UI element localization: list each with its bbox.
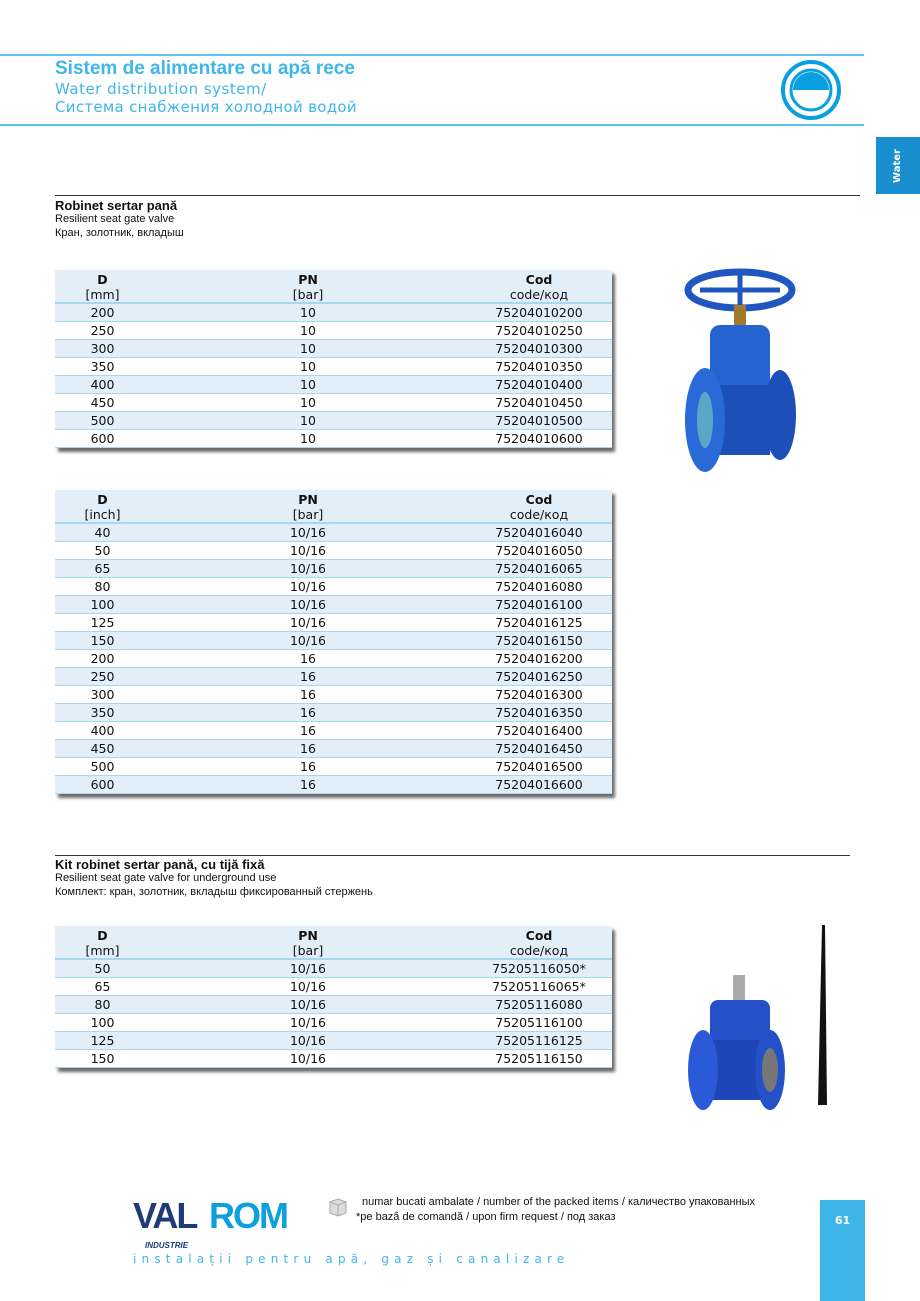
table-cell: 450 <box>55 740 150 758</box>
table-cell: 600 <box>55 776 150 794</box>
table-cell: 250 <box>55 322 150 340</box>
valrom-logo <box>133 1196 303 1250</box>
table-cell: 50 <box>55 542 150 560</box>
table-cell: 10/16 <box>150 596 466 614</box>
column-title: PN <box>298 492 318 507</box>
column-title: PN <box>298 928 318 943</box>
table-cell: 75204010350 <box>466 358 612 376</box>
table-cell: 75204016250 <box>466 668 612 686</box>
table-cell: 75204016125 <box>466 614 612 632</box>
page-title: Sistem de alimentare cu apă rece <box>55 58 355 79</box>
table-row <box>55 430 612 448</box>
table-row <box>55 959 612 978</box>
table-cell: 75205116080 <box>466 996 612 1014</box>
table-cell: 75205116150 <box>466 1050 612 1068</box>
gate-valve-kit-image <box>685 920 835 1115</box>
product-table-mm <box>55 270 612 448</box>
box-icon <box>326 1194 350 1218</box>
side-tab-label: Water <box>892 148 903 183</box>
table-cell: 150 <box>55 1050 150 1068</box>
column-header <box>466 270 612 303</box>
table-row <box>55 1050 612 1068</box>
column-header <box>466 490 612 523</box>
table-cell: 10 <box>150 340 466 358</box>
table-cell: 10 <box>150 394 466 412</box>
side-tab-water[interactable] <box>876 137 920 194</box>
table-cell: 10/16 <box>150 978 466 996</box>
table-row <box>55 722 612 740</box>
table-cell: 450 <box>55 394 150 412</box>
table-cell: 150 <box>55 632 150 650</box>
table-cell: 125 <box>55 1032 150 1050</box>
column-header <box>150 926 466 959</box>
table-row <box>55 650 612 668</box>
table-cell: 16 <box>150 758 466 776</box>
section-subtitle-ru: Кран, золотник, вкладыш <box>55 227 184 239</box>
column-unit: [bar] <box>292 507 324 522</box>
table-row <box>55 376 612 394</box>
table-row <box>55 596 612 614</box>
column-unit: [mm] <box>85 943 120 958</box>
table-cell: 300 <box>55 340 150 358</box>
table-row <box>55 704 612 722</box>
table-cell: 75204016600 <box>466 776 612 794</box>
section-subtitle-en: Resilient seat gate valve <box>55 213 175 225</box>
table-header <box>55 490 612 523</box>
table-header <box>55 270 612 303</box>
column-unit: code/код <box>509 287 569 302</box>
gate-valve-image <box>680 265 800 480</box>
column-title: PN <box>298 272 318 287</box>
column-header <box>55 490 150 523</box>
table-cell: 200 <box>55 650 150 668</box>
table-cell: 100 <box>55 1014 150 1032</box>
column-header <box>466 926 612 959</box>
table-row <box>55 560 612 578</box>
header-bottom-rule <box>0 124 864 126</box>
table-cell: 10/16 <box>150 1050 466 1068</box>
table-cell: 75205116065* <box>466 978 612 996</box>
firm-request-note: *pe bază de comandă / upon firm request / под заказ <box>356 1211 616 1223</box>
table-cell: 75205116125 <box>466 1032 612 1050</box>
table-cell: 600 <box>55 430 150 448</box>
table-cell: 75204016150 <box>466 632 612 650</box>
table-row <box>55 776 612 794</box>
table-cell: 75204016300 <box>466 686 612 704</box>
section-rule <box>55 855 850 856</box>
table-row <box>55 394 612 412</box>
column-header <box>55 270 150 303</box>
table-cell: 75204010200 <box>466 303 612 322</box>
table-cell: 10/16 <box>150 523 466 542</box>
column-title: Cod <box>525 492 553 507</box>
table-cell: 75204016450 <box>466 740 612 758</box>
table-row <box>55 686 612 704</box>
table-cell: 10/16 <box>150 542 466 560</box>
table-cell: 75204016040 <box>466 523 612 542</box>
table-cell: 50 <box>55 959 150 978</box>
table-row <box>55 578 612 596</box>
table-row <box>55 614 612 632</box>
table-cell: 16 <box>150 668 466 686</box>
table-row <box>55 340 612 358</box>
packed-items-note: numar bucati ambalate / number of the packed items / каличество упакованных <box>362 1196 756 1208</box>
table-row <box>55 523 612 542</box>
svg-text:ROM: ROM <box>209 1196 287 1236</box>
section-subtitle-ru: Комплект: кран, золотник, вкладыш фиксированный стержень <box>55 886 373 898</box>
table-cell: 75204016100 <box>466 596 612 614</box>
table-row <box>55 740 612 758</box>
table-cell: 500 <box>55 412 150 430</box>
table-row <box>55 358 612 376</box>
section-subtitle-en: Resilient seat gate valve for underground use <box>55 872 277 884</box>
table-cell: 75204016350 <box>466 704 612 722</box>
table-cell: 75204010600 <box>466 430 612 448</box>
table-cell: 200 <box>55 303 150 322</box>
table-cell: 125 <box>55 614 150 632</box>
table-row <box>55 1032 612 1050</box>
table-cell: 16 <box>150 686 466 704</box>
column-title: D <box>97 272 108 287</box>
table-cell: 10/16 <box>150 632 466 650</box>
table-cell: 400 <box>55 722 150 740</box>
table-cell: 65 <box>55 978 150 996</box>
table-header <box>55 926 612 959</box>
table-row <box>55 668 612 686</box>
table-row <box>55 978 612 996</box>
table-row <box>55 412 612 430</box>
column-unit: [bar] <box>292 943 324 958</box>
table-row <box>55 1014 612 1032</box>
table-cell: 10 <box>150 322 466 340</box>
column-unit: [inch] <box>84 507 121 522</box>
column-title: Cod <box>525 272 553 287</box>
section-title: Kit robinet sertar pană, cu tijă fixă <box>55 857 265 872</box>
table-row <box>55 303 612 322</box>
table-row <box>55 632 612 650</box>
table-cell: 10/16 <box>150 996 466 1014</box>
table-row <box>55 322 612 340</box>
table-cell: 75204016500 <box>466 758 612 776</box>
table-cell: 350 <box>55 358 150 376</box>
table-cell: 75204016200 <box>466 650 612 668</box>
table-cell: 16 <box>150 704 466 722</box>
table-cell: 65 <box>55 560 150 578</box>
table-cell: 75204016050 <box>466 542 612 560</box>
table-row <box>55 996 612 1014</box>
table-cell: 75204016400 <box>466 722 612 740</box>
table-cell: 10 <box>150 376 466 394</box>
table-row <box>55 758 612 776</box>
table-cell: 75204016080 <box>466 578 612 596</box>
section-rule <box>55 195 860 196</box>
table-cell: 10 <box>150 412 466 430</box>
table-cell: 300 <box>55 686 150 704</box>
table-cell: 40 <box>55 523 150 542</box>
table-cell: 75204010250 <box>466 322 612 340</box>
column-unit: code/код <box>509 943 569 958</box>
table-cell: 10 <box>150 358 466 376</box>
table-cell: 500 <box>55 758 150 776</box>
table-cell: 400 <box>55 376 150 394</box>
table-cell: 80 <box>55 578 150 596</box>
table-cell: 16 <box>150 740 466 758</box>
table-cell: 10/16 <box>150 1032 466 1050</box>
table-cell: 75204016065 <box>466 560 612 578</box>
table-cell: 75204010500 <box>466 412 612 430</box>
column-unit: [mm] <box>85 287 120 302</box>
table-cell: 16 <box>150 650 466 668</box>
svg-text:VAL: VAL <box>133 1196 197 1236</box>
table-cell: 250 <box>55 668 150 686</box>
table-cell: 10/16 <box>150 578 466 596</box>
column-header <box>150 270 466 303</box>
section-title: Robinet sertar pană <box>55 198 178 213</box>
tagline: instalații pentru apă, gaz și canalizare <box>133 1252 570 1266</box>
svg-text:INDUSTRIE: INDUSTRIE <box>145 1241 189 1250</box>
page-subtitle-ru: Система снабжения холодной водой <box>55 98 357 116</box>
table-cell: 10/16 <box>150 560 466 578</box>
table-row <box>55 542 612 560</box>
table-cell: 75204010450 <box>466 394 612 412</box>
column-title: Cod <box>525 928 553 943</box>
table-cell: 75204010300 <box>466 340 612 358</box>
page-subtitle-en: Water distribution system/ <box>55 80 267 98</box>
page-number: 61 <box>820 1200 865 1301</box>
table-cell: 10/16 <box>150 614 466 632</box>
table-cell: 16 <box>150 722 466 740</box>
table-cell: 10 <box>150 430 466 448</box>
table-cell: 10/16 <box>150 1014 466 1032</box>
table-cell: 10 <box>150 303 466 322</box>
column-unit: [bar] <box>292 287 324 302</box>
table-cell: 75204010400 <box>466 376 612 394</box>
table-cell: 10/16 <box>150 959 466 978</box>
column-header <box>55 926 150 959</box>
product-table-inch <box>55 490 612 794</box>
column-unit: code/код <box>509 507 569 522</box>
table-cell: 350 <box>55 704 150 722</box>
table-cell: 75205116100 <box>466 1014 612 1032</box>
table-cell: 100 <box>55 596 150 614</box>
column-title: D <box>97 492 108 507</box>
table-cell: 80 <box>55 996 150 1014</box>
column-header <box>150 490 466 523</box>
table-cell: 75205116050* <box>466 959 612 978</box>
column-title: D <box>97 928 108 943</box>
table-cell: 16 <box>150 776 466 794</box>
header-top-rule <box>0 54 864 56</box>
water-logo-icon <box>780 59 842 121</box>
product-table-kit <box>55 926 612 1068</box>
